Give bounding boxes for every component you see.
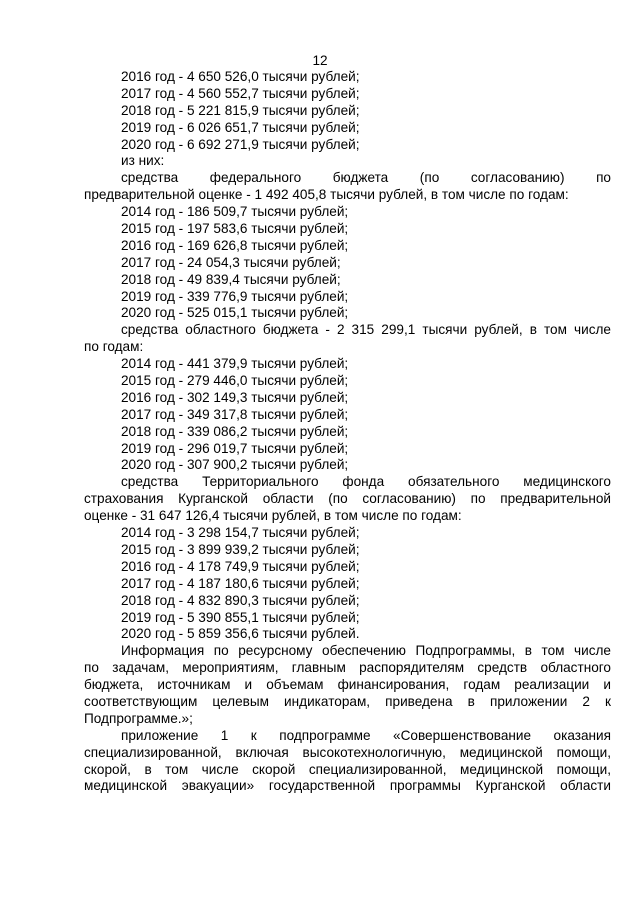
text-line: 2016 год - 4 650 526,0 тысячи рублей; — [121, 69, 360, 84]
text-line: 2015 год - 279 446,0 тысячи рублей; — [121, 373, 349, 389]
text-line: бюджета, источникам и объемам финансирования, годам реализации и — [84, 677, 611, 693]
text-line: 2017 год - 24 054,3 тысячи рублей; — [121, 254, 341, 270]
text-line: из них: — [121, 153, 165, 169]
text-line: соответствующим целевым индикаторам, приведена в приложении 2 к — [84, 693, 611, 709]
text-line: скорой, в том числе скорой специализированной, медицинской помощи, — [84, 761, 611, 777]
text-line: 2019 год - 339 776,9 тысячи рублей; — [121, 288, 349, 304]
text-line: 2014 год - 441 379,9 тысячи рублей; — [121, 356, 349, 372]
text-line: 2018 год - 4 832 890,3 тысячи рублей; — [121, 592, 360, 608]
text-line: 2016 год - 169 626,8 тысячи рублей; — [121, 237, 349, 253]
text-line: по задачам, мероприятиям, главным распорядителям средств областного — [84, 660, 611, 676]
text-line: страхования Курганской области (по согласованию) по предварительной — [84, 491, 611, 507]
text-line: средства областного бюджета - 2 315 299,1 тысячи рублей, в том числе — [121, 322, 611, 338]
text-line: 2016 год - 302 149,3 тысячи рублей; — [121, 389, 349, 405]
text-line: 2018 год - 5 221 815,9 тысячи рублей; — [121, 102, 360, 118]
text-line: средства федерального бюджета (по согласованию) по — [121, 170, 611, 186]
document-body — [84, 69, 611, 795]
text-line: 2017 год - 349 317,8 тысячи рублей; — [121, 406, 349, 422]
text-line: оценке - 31 647 126,4 тысячи рублей, в том числе по годам: — [84, 508, 462, 524]
text-line: Подпрограмме.»; — [84, 710, 193, 726]
text-line: приложение 1 к подпрограмме «Совершенствование оказания — [121, 727, 611, 743]
page-number: 12 — [312, 53, 328, 68]
text-line: 2019 год - 296 019,7 тысячи рублей; — [121, 440, 349, 456]
text-line: специализированной, включая высокотехнологичную, медицинской помощи, — [84, 744, 611, 760]
text-line: 2014 год - 3 298 154,7 тысячи рублей; — [121, 525, 360, 541]
text-line: средства Территориального фонда обязательного медицинского — [121, 474, 611, 490]
text-line: 2017 год - 4 187 180,6 тысячи рублей; — [121, 575, 360, 591]
text-line: предварительной оценке - 1 492 405,8 тысячи рублей, в том числе по годам: — [84, 187, 569, 203]
text-line: медицинской эвакуации» государственной программы Курганской области — [84, 778, 611, 794]
text-line: 2016 год - 4 178 749,9 тысячи рублей; — [121, 558, 360, 574]
text-line: 2020 год - 5 859 356,6 тысячи рублей. — [121, 626, 360, 642]
text-line: 2020 год - 307 900,2 тысячи рублей; — [121, 457, 349, 473]
text-line: 2018 год - 49 839,4 тысячи рублей; — [121, 271, 341, 287]
text-line: 2018 год - 339 086,2 тысячи рублей; — [121, 423, 349, 439]
text-line: 2017 год - 4 560 552,7 тысячи рублей; — [121, 85, 360, 101]
text-line: 2015 год - 197 583,6 тысячи рублей; — [121, 221, 349, 237]
text-line: 2020 год - 525 015,1 тысячи рублей; — [121, 305, 349, 321]
text-line: 2014 год - 186 509,7 тысячи рублей; — [121, 204, 349, 220]
text-line: 2019 год - 6 026 651,7 тысячи рублей; — [121, 119, 360, 135]
text-line: по годам: — [84, 339, 144, 355]
text-line: 2015 год - 3 899 939,2 тысячи рублей; — [121, 541, 360, 557]
text-line: 2020 год - 6 692 271,9 тысячи рублей; — [121, 136, 360, 152]
text-line: 2019 год - 5 390 855,1 тысячи рублей; — [121, 609, 360, 625]
text-line: Информация по ресурсному обеспечению Подпрограммы, в том числе — [121, 643, 611, 659]
